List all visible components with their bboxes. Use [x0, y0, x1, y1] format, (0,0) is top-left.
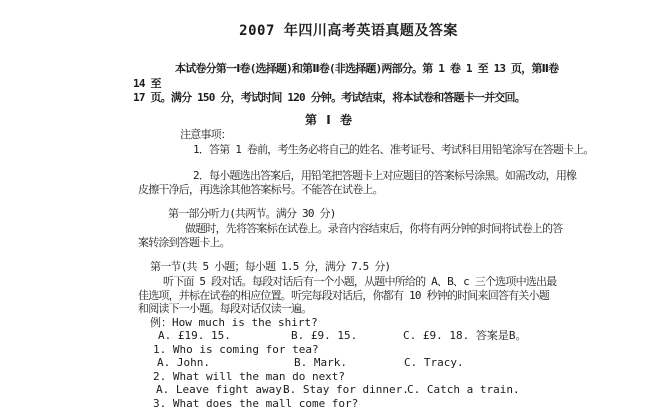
section1-instruction-line-2: 佳选项，并标在试卷的相应位置。听完每段对话后，你都有 10 秒钟的时间来回答有关小题 [138, 289, 549, 302]
listening-note-line-2: 案转涂到答题卡上。 [138, 236, 230, 249]
example-option-b: B. £9. 15. [291, 329, 358, 342]
intro-line-1: 本试卷分第一Ⅰ卷(选择题)和第Ⅱ卷(非选择题)两部分。第 1 卷 1 至 13 页，第Ⅱ卷 [175, 62, 559, 75]
section1-instruction-line-3: 和阅读下一小题。每段对话仅读一遍。 [138, 302, 312, 315]
listening-part-heading: 第一部分听力(共两节。满分 30 分) [168, 207, 336, 220]
example-question: 例：How much is the shirt? [150, 316, 318, 329]
question-2-text: 2. What will the man do next? [153, 370, 346, 383]
notice-item-1: 1．答第 1 卷前，考生务必将自己的姓名、准考证号、考试科目用铅笔涂写在答题卡上。 [193, 143, 594, 156]
question-2-option-c: C. Catch a train. [407, 383, 520, 396]
question-2-option-a: A. Leave fight away. [156, 383, 289, 396]
notice-item-2-line-2: 皮擦干净后，再选涂其他答案标号。不能答在试卷上。 [138, 183, 383, 196]
intro-line-3: 17 页。满分 150 分，考试时间 120 分钟。考试结束，将本试卷和答题卡一并交回。 [133, 91, 525, 104]
intro-line-2: 14 至 [133, 77, 161, 90]
notice-item-2-line-1: 2．每小题选出答案后，用铅笔把答题卡上对应题目的答案标号涂黑。如需改动，用橡 [193, 169, 577, 182]
part1-heading: 第 Ⅰ 卷 [305, 113, 353, 127]
question-1-option-b: B. Mark. [294, 356, 347, 369]
question-3-text: 3. What does the mall come for? [153, 397, 359, 410]
section1-instruction-line-1: 听下面 5 段对话。每段对话后有一个小题，从题中所给的 A、B、c 三个选项中选出最 [163, 275, 557, 288]
question-1-option-c: C. Tracy. [404, 356, 464, 369]
section1-heading: 第一节(共 5 小题；每小题 1.5 分，满分 7.5 分) [150, 260, 391, 273]
question-1-option-a: A. John. [157, 356, 210, 369]
example-option-c: C. £9. 18. 答案是B。 [403, 329, 527, 342]
listening-note-line-1: 做题时，先将答案标在试卷上。录音内容结束后，你将有两分钟的时间将试卷上的答 [185, 222, 563, 235]
document-title: 2007 年四川高考英语真题及答案 [239, 23, 458, 39]
example-option-a: A. £19. 15. [158, 329, 231, 342]
notice-label: 注意事项： [180, 128, 231, 141]
question-1-text: 1. Who is coming for tea? [153, 343, 319, 356]
question-2-option-b: B. Stay for dinner. [283, 383, 409, 396]
